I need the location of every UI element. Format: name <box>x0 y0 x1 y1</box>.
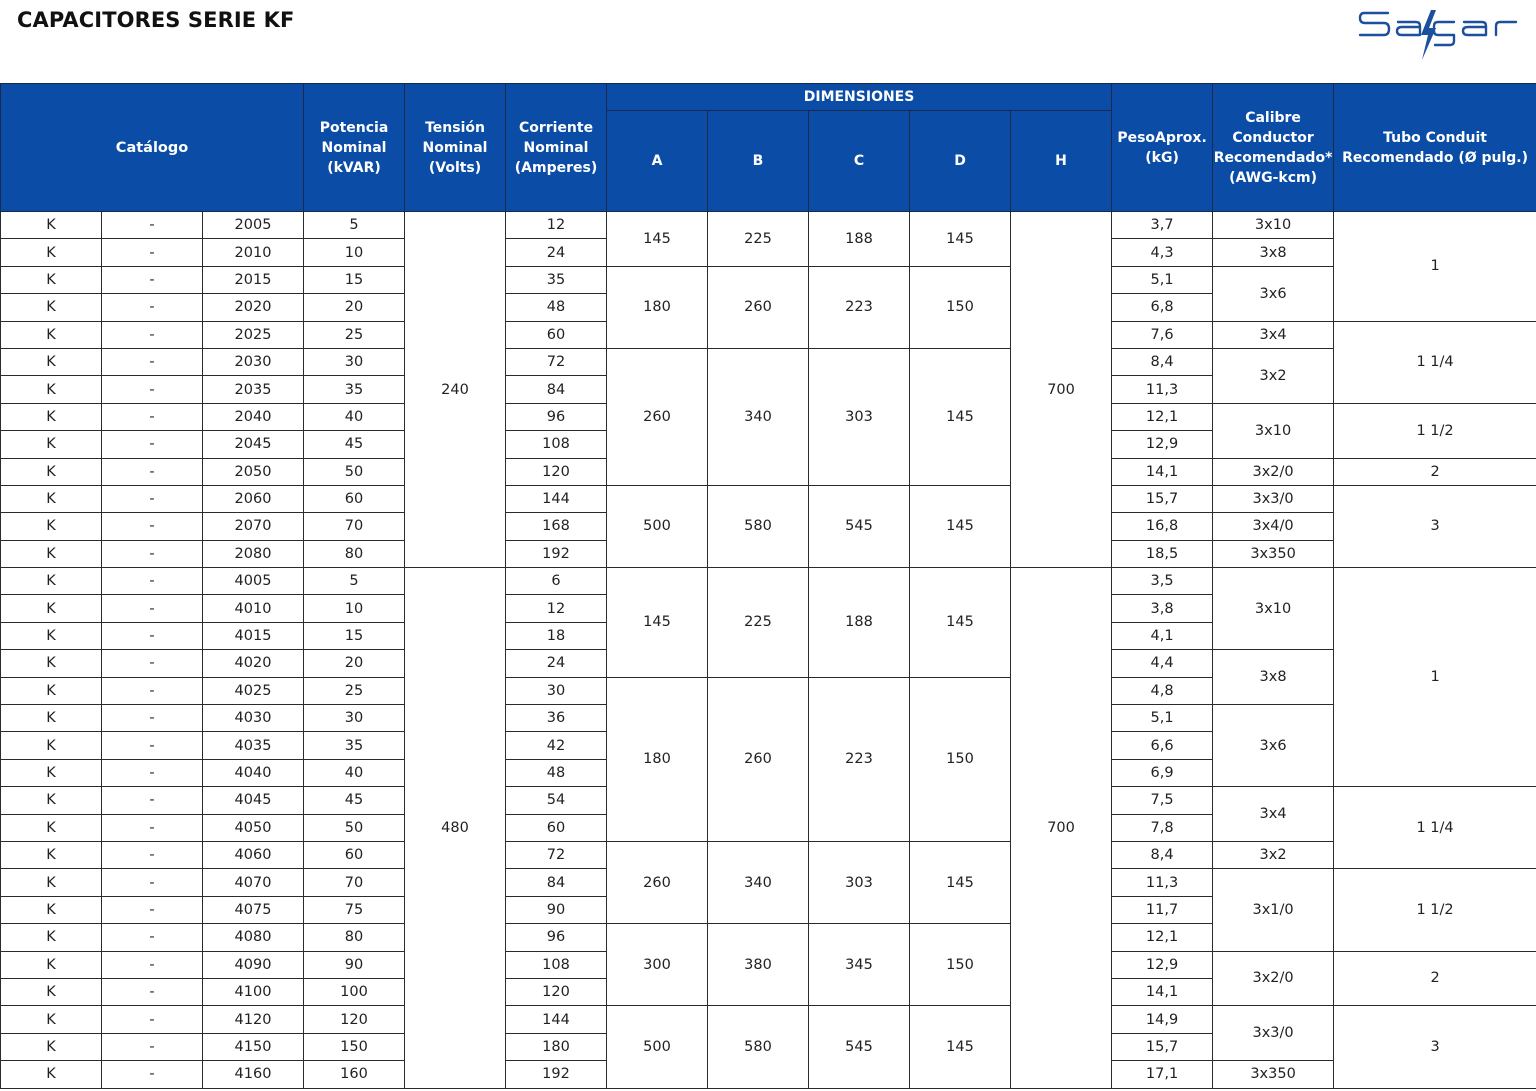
cell-kvar: 25 <box>304 677 405 704</box>
cell-dim-b: 225 <box>708 568 809 678</box>
cell-amperes: 6 <box>506 568 607 595</box>
cell-calibre: 3x2/0 <box>1213 951 1334 1006</box>
cell-peso: 11,7 <box>1112 896 1213 923</box>
cell-separator: - <box>102 896 203 923</box>
cell-peso: 12,9 <box>1112 951 1213 978</box>
cell-separator: - <box>102 622 203 649</box>
cell-prefix: K <box>1 787 102 814</box>
cell-prefix: K <box>1 924 102 951</box>
cell-code: 4025 <box>203 677 304 704</box>
cell-code: 4020 <box>203 650 304 677</box>
cell-amperes: 24 <box>506 239 607 266</box>
cell-prefix: K <box>1 376 102 403</box>
cell-code: 4035 <box>203 732 304 759</box>
cell-separator: - <box>102 814 203 841</box>
cell-peso: 6,9 <box>1112 759 1213 786</box>
cell-separator: - <box>102 239 203 266</box>
cell-calibre: 3x10 <box>1213 568 1334 650</box>
cell-separator: - <box>102 951 203 978</box>
cell-prefix: K <box>1 732 102 759</box>
cell-dim-a: 500 <box>607 1006 708 1088</box>
cell-amperes: 54 <box>506 787 607 814</box>
cell-dim-a: 260 <box>607 841 708 923</box>
cell-kvar: 80 <box>304 924 405 951</box>
cell-kvar: 100 <box>304 978 405 1005</box>
cell-amperes: 120 <box>506 458 607 485</box>
cell-dim-c: 188 <box>809 212 910 267</box>
cell-separator: - <box>102 431 203 458</box>
cell-code: 4010 <box>203 595 304 622</box>
cell-dim-d: 145 <box>910 348 1011 485</box>
cell-calibre: 3x10 <box>1213 212 1334 239</box>
cell-kvar: 50 <box>304 458 405 485</box>
cell-calibre: 3x350 <box>1213 1061 1334 1088</box>
cell-tension: 240 <box>405 212 506 568</box>
table-row <box>1 348 1536 375</box>
header-catalogo: Catálogo <box>1 84 304 212</box>
table-row <box>1 1006 1536 1033</box>
cell-peso: 3,7 <box>1112 212 1213 239</box>
cell-separator: - <box>102 787 203 814</box>
cell-code: 4005 <box>203 568 304 595</box>
cell-prefix: K <box>1 814 102 841</box>
cell-tubo: 1 1/2 <box>1334 403 1536 458</box>
cell-amperes: 144 <box>506 1006 607 1033</box>
cell-separator: - <box>102 1006 203 1033</box>
cell-prefix: K <box>1 951 102 978</box>
cell-dim-b: 340 <box>708 348 809 485</box>
cell-code: 4070 <box>203 869 304 896</box>
cell-peso: 7,8 <box>1112 814 1213 841</box>
cell-prefix: K <box>1 1006 102 1033</box>
cell-separator: - <box>102 924 203 951</box>
cell-kvar: 15 <box>304 622 405 649</box>
cell-code: 4060 <box>203 841 304 868</box>
cell-dim-a: 180 <box>607 266 708 348</box>
cell-separator: - <box>102 513 203 540</box>
cell-prefix: K <box>1 568 102 595</box>
cell-dim-c: 545 <box>809 1006 910 1088</box>
cell-separator: - <box>102 650 203 677</box>
cell-prefix: K <box>1 294 102 321</box>
cell-prefix: K <box>1 403 102 430</box>
cell-separator: - <box>102 568 203 595</box>
cell-dim-b: 580 <box>708 1006 809 1088</box>
cell-prefix: K <box>1 622 102 649</box>
cell-peso: 4,1 <box>1112 622 1213 649</box>
cell-peso: 6,6 <box>1112 732 1213 759</box>
cell-calibre: 3x1/0 <box>1213 869 1334 951</box>
cell-peso: 17,1 <box>1112 1061 1213 1088</box>
cell-kvar: 20 <box>304 294 405 321</box>
capacitor-table <box>0 83 1536 1089</box>
cell-code: 4030 <box>203 705 304 732</box>
cell-kvar: 15 <box>304 266 405 293</box>
cell-dim-c: 545 <box>809 485 910 567</box>
cell-peso: 4,3 <box>1112 239 1213 266</box>
header-corriente: Corriente Nominal (Amperes) <box>506 84 607 212</box>
cell-separator: - <box>102 595 203 622</box>
table-body <box>1 212 1536 1089</box>
cell-dim-a: 180 <box>607 677 708 841</box>
table-row <box>1 485 1536 512</box>
cell-dim-d: 150 <box>910 677 1011 841</box>
cell-dim-c: 188 <box>809 568 910 678</box>
cell-dim-a: 145 <box>607 568 708 678</box>
cell-code: 4100 <box>203 978 304 1005</box>
cell-prefix: K <box>1 1033 102 1060</box>
cell-tubo: 3 <box>1334 1006 1536 1088</box>
cell-amperes: 108 <box>506 951 607 978</box>
cell-code: 4160 <box>203 1061 304 1088</box>
cell-peso: 14,9 <box>1112 1006 1213 1033</box>
cell-kvar: 10 <box>304 595 405 622</box>
cell-code: 2005 <box>203 212 304 239</box>
cell-code: 2070 <box>203 513 304 540</box>
cell-separator: - <box>102 348 203 375</box>
cell-amperes: 18 <box>506 622 607 649</box>
cell-prefix: K <box>1 841 102 868</box>
cell-amperes: 84 <box>506 869 607 896</box>
cell-tubo: 1 <box>1334 212 1536 322</box>
cell-peso: 4,4 <box>1112 650 1213 677</box>
cell-kvar: 20 <box>304 650 405 677</box>
cell-amperes: 35 <box>506 266 607 293</box>
cell-kvar: 10 <box>304 239 405 266</box>
cell-kvar: 90 <box>304 951 405 978</box>
cell-dim-d: 150 <box>910 266 1011 348</box>
cell-prefix: K <box>1 431 102 458</box>
cell-code: 2030 <box>203 348 304 375</box>
cell-kvar: 60 <box>304 485 405 512</box>
header-tubo: Tubo Conduit Recomendado (Ø pulg.) <box>1334 84 1536 212</box>
cell-prefix: K <box>1 239 102 266</box>
cell-code: 2050 <box>203 458 304 485</box>
cell-dim-d: 145 <box>910 1006 1011 1088</box>
cell-amperes: 60 <box>506 814 607 841</box>
cell-tubo: 1 <box>1334 568 1536 787</box>
cell-kvar: 30 <box>304 705 405 732</box>
cell-code: 2010 <box>203 239 304 266</box>
cell-separator: - <box>102 458 203 485</box>
cell-peso: 5,1 <box>1112 705 1213 732</box>
cell-code: 2025 <box>203 321 304 348</box>
cell-code: 4040 <box>203 759 304 786</box>
cell-amperes: 192 <box>506 1061 607 1088</box>
cell-peso: 7,6 <box>1112 321 1213 348</box>
cell-separator: - <box>102 1061 203 1088</box>
cell-dim-d: 145 <box>910 568 1011 678</box>
cell-code: 4045 <box>203 787 304 814</box>
cell-peso: 15,7 <box>1112 485 1213 512</box>
cell-dim-d: 145 <box>910 485 1011 567</box>
header-dim-b: B <box>708 111 809 212</box>
cell-amperes: 72 <box>506 841 607 868</box>
cell-peso: 14,1 <box>1112 978 1213 1005</box>
cell-code: 4080 <box>203 924 304 951</box>
cell-separator: - <box>102 677 203 704</box>
cell-peso: 11,3 <box>1112 869 1213 896</box>
cell-kvar: 160 <box>304 1061 405 1088</box>
cell-prefix: K <box>1 705 102 732</box>
cell-dim-a: 300 <box>607 924 708 1006</box>
cell-prefix: K <box>1 321 102 348</box>
cell-kvar: 80 <box>304 540 405 567</box>
cell-kvar: 35 <box>304 732 405 759</box>
cell-prefix: K <box>1 650 102 677</box>
cell-code: 4150 <box>203 1033 304 1060</box>
cell-calibre: 3x4/0 <box>1213 513 1334 540</box>
cell-amperes: 84 <box>506 376 607 403</box>
cell-amperes: 60 <box>506 321 607 348</box>
cell-calibre: 3x10 <box>1213 403 1334 458</box>
cell-calibre: 3x4 <box>1213 321 1334 348</box>
header-peso: PesoAprox. (kG) <box>1112 84 1213 212</box>
cell-kvar: 120 <box>304 1006 405 1033</box>
cell-prefix: K <box>1 266 102 293</box>
cell-dim-h: 700 <box>1011 212 1112 568</box>
cell-prefix: K <box>1 485 102 512</box>
cell-separator: - <box>102 1033 203 1060</box>
cell-peso: 12,1 <box>1112 924 1213 951</box>
cell-separator: - <box>102 485 203 512</box>
cell-prefix: K <box>1 212 102 239</box>
cell-kvar: 60 <box>304 841 405 868</box>
cell-peso: 12,9 <box>1112 431 1213 458</box>
cell-amperes: 168 <box>506 513 607 540</box>
cell-amperes: 12 <box>506 595 607 622</box>
cell-peso: 3,8 <box>1112 595 1213 622</box>
cell-kvar: 70 <box>304 513 405 540</box>
cell-amperes: 180 <box>506 1033 607 1060</box>
cell-peso: 8,4 <box>1112 348 1213 375</box>
cell-code: 4015 <box>203 622 304 649</box>
cell-peso: 11,3 <box>1112 376 1213 403</box>
cell-dim-d: 150 <box>910 924 1011 1006</box>
table-row <box>1 841 1536 868</box>
cell-separator: - <box>102 266 203 293</box>
cell-kvar: 40 <box>304 759 405 786</box>
cell-separator: - <box>102 978 203 1005</box>
cell-amperes: 48 <box>506 759 607 786</box>
cell-dim-c: 303 <box>809 841 910 923</box>
cell-peso: 14,1 <box>1112 458 1213 485</box>
cell-amperes: 42 <box>506 732 607 759</box>
cell-tubo: 2 <box>1334 951 1536 1006</box>
cell-dim-c: 223 <box>809 677 910 841</box>
cell-calibre: 3x350 <box>1213 540 1334 567</box>
cell-peso: 6,8 <box>1112 294 1213 321</box>
cell-peso: 4,8 <box>1112 677 1213 704</box>
cell-kvar: 45 <box>304 787 405 814</box>
cell-dim-b: 260 <box>708 266 809 348</box>
cell-tubo: 2 <box>1334 458 1536 485</box>
cell-prefix: K <box>1 513 102 540</box>
table-row <box>1 266 1536 293</box>
header-potencia: Potencia Nominal (kVAR) <box>304 84 405 212</box>
cell-separator: - <box>102 540 203 567</box>
cell-peso: 18,5 <box>1112 540 1213 567</box>
cell-dim-b: 340 <box>708 841 809 923</box>
cell-dim-d: 145 <box>910 841 1011 923</box>
cell-separator: - <box>102 212 203 239</box>
cell-prefix: K <box>1 540 102 567</box>
cell-calibre: 3x2 <box>1213 348 1334 403</box>
cell-dim-c: 303 <box>809 348 910 485</box>
header-dimensiones: DIMENSIONES <box>607 84 1112 111</box>
header-dim-c: C <box>809 111 910 212</box>
cell-calibre: 3x4 <box>1213 787 1334 842</box>
cell-code: 4090 <box>203 951 304 978</box>
cell-kvar: 30 <box>304 348 405 375</box>
cell-amperes: 96 <box>506 924 607 951</box>
cell-prefix: K <box>1 348 102 375</box>
cell-amperes: 192 <box>506 540 607 567</box>
cell-separator: - <box>102 759 203 786</box>
cell-peso: 3,5 <box>1112 568 1213 595</box>
header-dim-d: D <box>910 111 1011 212</box>
cell-kvar: 5 <box>304 212 405 239</box>
cell-amperes: 96 <box>506 403 607 430</box>
cell-calibre: 3x3/0 <box>1213 485 1334 512</box>
cell-peso: 5,1 <box>1112 266 1213 293</box>
table-row <box>1 568 1536 595</box>
cell-separator: - <box>102 376 203 403</box>
cell-calibre: 3x8 <box>1213 239 1334 266</box>
cell-prefix: K <box>1 869 102 896</box>
cell-peso: 8,4 <box>1112 841 1213 868</box>
cell-code: 2045 <box>203 431 304 458</box>
cell-tubo: 1 1/4 <box>1334 321 1536 403</box>
cell-code: 4050 <box>203 814 304 841</box>
cell-dim-a: 145 <box>607 212 708 267</box>
cell-dim-c: 223 <box>809 266 910 348</box>
cell-kvar: 40 <box>304 403 405 430</box>
cell-calibre: 3x8 <box>1213 650 1334 705</box>
cell-dim-h: 700 <box>1011 568 1112 1088</box>
table-row <box>1 212 1536 239</box>
cell-dim-a: 260 <box>607 348 708 485</box>
cell-amperes: 36 <box>506 705 607 732</box>
cell-calibre: 3x6 <box>1213 266 1334 321</box>
cell-calibre: 3x2 <box>1213 841 1334 868</box>
cell-code: 2020 <box>203 294 304 321</box>
salgar-logo <box>1358 4 1534 62</box>
cell-dim-b: 580 <box>708 485 809 567</box>
header-calibre: Calibre Conductor Recomendado* (AWG-kcm) <box>1213 84 1334 212</box>
cell-peso: 12,1 <box>1112 403 1213 430</box>
cell-kvar: 45 <box>304 431 405 458</box>
cell-tubo: 1 1/2 <box>1334 869 1536 951</box>
cell-amperes: 48 <box>506 294 607 321</box>
cell-prefix: K <box>1 458 102 485</box>
header-dim-a: A <box>607 111 708 212</box>
cell-kvar: 150 <box>304 1033 405 1060</box>
cell-code: 2035 <box>203 376 304 403</box>
cell-prefix: K <box>1 1061 102 1088</box>
cell-calibre: 3x6 <box>1213 705 1334 787</box>
cell-code: 4120 <box>203 1006 304 1033</box>
cell-tubo: 3 <box>1334 485 1536 567</box>
cell-prefix: K <box>1 595 102 622</box>
cell-separator: - <box>102 705 203 732</box>
cell-peso: 7,5 <box>1112 787 1213 814</box>
cell-prefix: K <box>1 759 102 786</box>
cell-amperes: 90 <box>506 896 607 923</box>
cell-kvar: 75 <box>304 896 405 923</box>
cell-separator: - <box>102 294 203 321</box>
cell-separator: - <box>102 321 203 348</box>
cell-amperes: 72 <box>506 348 607 375</box>
cell-dim-b: 380 <box>708 924 809 1006</box>
cell-dim-b: 225 <box>708 212 809 267</box>
cell-code: 2060 <box>203 485 304 512</box>
cell-separator: - <box>102 403 203 430</box>
cell-separator: - <box>102 732 203 759</box>
cell-kvar: 50 <box>304 814 405 841</box>
cell-amperes: 108 <box>506 431 607 458</box>
cell-amperes: 144 <box>506 485 607 512</box>
cell-peso: 15,7 <box>1112 1033 1213 1060</box>
cell-tension: 480 <box>405 568 506 1088</box>
cell-tubo: 1 1/4 <box>1334 787 1536 869</box>
cell-kvar: 5 <box>304 568 405 595</box>
cell-code: 4075 <box>203 896 304 923</box>
cell-prefix: K <box>1 896 102 923</box>
cell-amperes: 12 <box>506 212 607 239</box>
cell-calibre: 3x3/0 <box>1213 1006 1334 1061</box>
cell-prefix: K <box>1 677 102 704</box>
cell-separator: - <box>102 869 203 896</box>
page-title: CAPACITORES SERIE KF <box>17 8 295 32</box>
cell-peso: 16,8 <box>1112 513 1213 540</box>
cell-amperes: 30 <box>506 677 607 704</box>
cell-code: 2080 <box>203 540 304 567</box>
cell-calibre: 3x2/0 <box>1213 458 1334 485</box>
cell-separator: - <box>102 841 203 868</box>
cell-kvar: 35 <box>304 376 405 403</box>
cell-kvar: 70 <box>304 869 405 896</box>
header-tension: Tensión Nominal (Volts) <box>405 84 506 212</box>
cell-code: 2015 <box>203 266 304 293</box>
cell-code: 2040 <box>203 403 304 430</box>
cell-dim-b: 260 <box>708 677 809 841</box>
cell-kvar: 25 <box>304 321 405 348</box>
cell-amperes: 120 <box>506 978 607 1005</box>
cell-dim-c: 345 <box>809 924 910 1006</box>
cell-dim-d: 145 <box>910 212 1011 267</box>
cell-dim-a: 500 <box>607 485 708 567</box>
cell-amperes: 24 <box>506 650 607 677</box>
cell-prefix: K <box>1 978 102 1005</box>
header-dim-h: H <box>1011 111 1112 212</box>
